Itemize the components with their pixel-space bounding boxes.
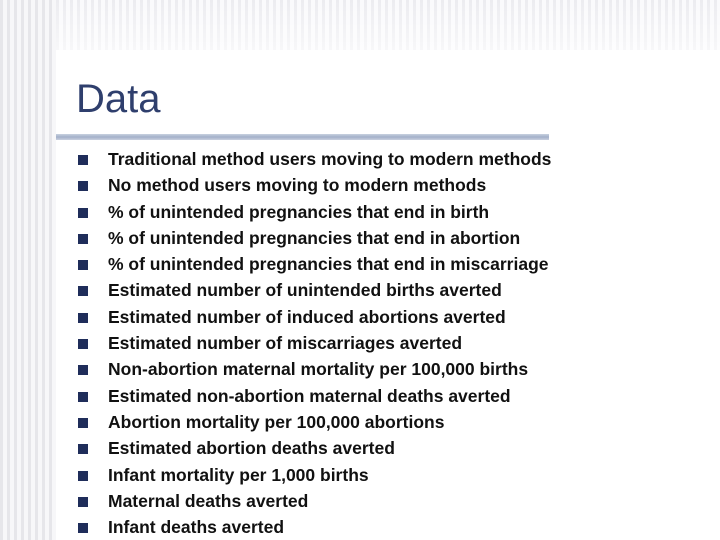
square-bullet-icon	[78, 181, 88, 191]
square-bullet-icon	[78, 365, 88, 375]
square-bullet-icon	[78, 339, 88, 349]
square-bullet-icon	[78, 313, 88, 323]
list-item	[78, 435, 551, 461]
list-item-text: Estimated abortion deaths averted	[108, 438, 395, 459]
list-item-text: Infant mortality per 1,000 births	[108, 464, 369, 485]
list-item	[78, 304, 551, 330]
list-item-text: Estimated non-abortion maternal deaths averted	[108, 385, 511, 406]
list-item	[78, 409, 551, 435]
square-bullet-icon	[78, 497, 88, 507]
slide-title: Data	[76, 77, 161, 121]
square-bullet-icon	[78, 234, 88, 244]
square-bullet-icon	[78, 208, 88, 218]
square-bullet-icon	[78, 392, 88, 402]
list-item	[78, 383, 551, 409]
background-stripes-left	[0, 0, 56, 540]
list-item	[78, 146, 551, 172]
title-underline	[56, 134, 549, 140]
list-item-text: No method users moving to modern methods	[108, 175, 487, 196]
square-bullet-icon	[78, 444, 88, 454]
list-item	[78, 277, 551, 303]
list-item-text: Estimated number of induced abortions averted	[108, 306, 506, 327]
list-item	[78, 488, 551, 514]
list-item-text: Non-abortion maternal mortality per 100,000 births	[108, 359, 529, 380]
bullet-list	[78, 146, 551, 540]
square-bullet-icon	[78, 418, 88, 428]
list-item-text: Abortion mortality per 100,000 abortions	[108, 411, 445, 432]
list-item-text: Estimated number of miscarriages averted	[108, 333, 463, 354]
list-item-text: % of unintended pregnancies that end in birth	[108, 201, 490, 222]
list-item-text: Infant deaths averted	[108, 517, 285, 538]
square-bullet-icon	[78, 286, 88, 296]
list-item-text: Traditional method users moving to modern methods	[108, 149, 552, 169]
list-item	[78, 514, 551, 540]
list-item	[78, 356, 551, 382]
square-bullet-icon	[78, 471, 88, 481]
list-item	[78, 330, 551, 356]
list-item-text: % of unintended pregnancies that end in miscarriage	[108, 254, 549, 275]
list-item	[78, 462, 551, 488]
square-bullet-icon	[78, 523, 88, 533]
list-item	[78, 251, 551, 277]
list-item	[78, 199, 551, 225]
square-bullet-icon	[78, 155, 88, 165]
background-stripes-top	[0, 0, 720, 50]
list-item-text: Maternal deaths averted	[108, 490, 309, 511]
square-bullet-icon	[78, 260, 88, 270]
list-item-text: Estimated number of unintended births averted	[108, 280, 502, 301]
list-item-text: % of unintended pregnancies that end in abortion	[108, 227, 521, 248]
list-item	[78, 172, 551, 198]
list-item	[78, 225, 551, 251]
